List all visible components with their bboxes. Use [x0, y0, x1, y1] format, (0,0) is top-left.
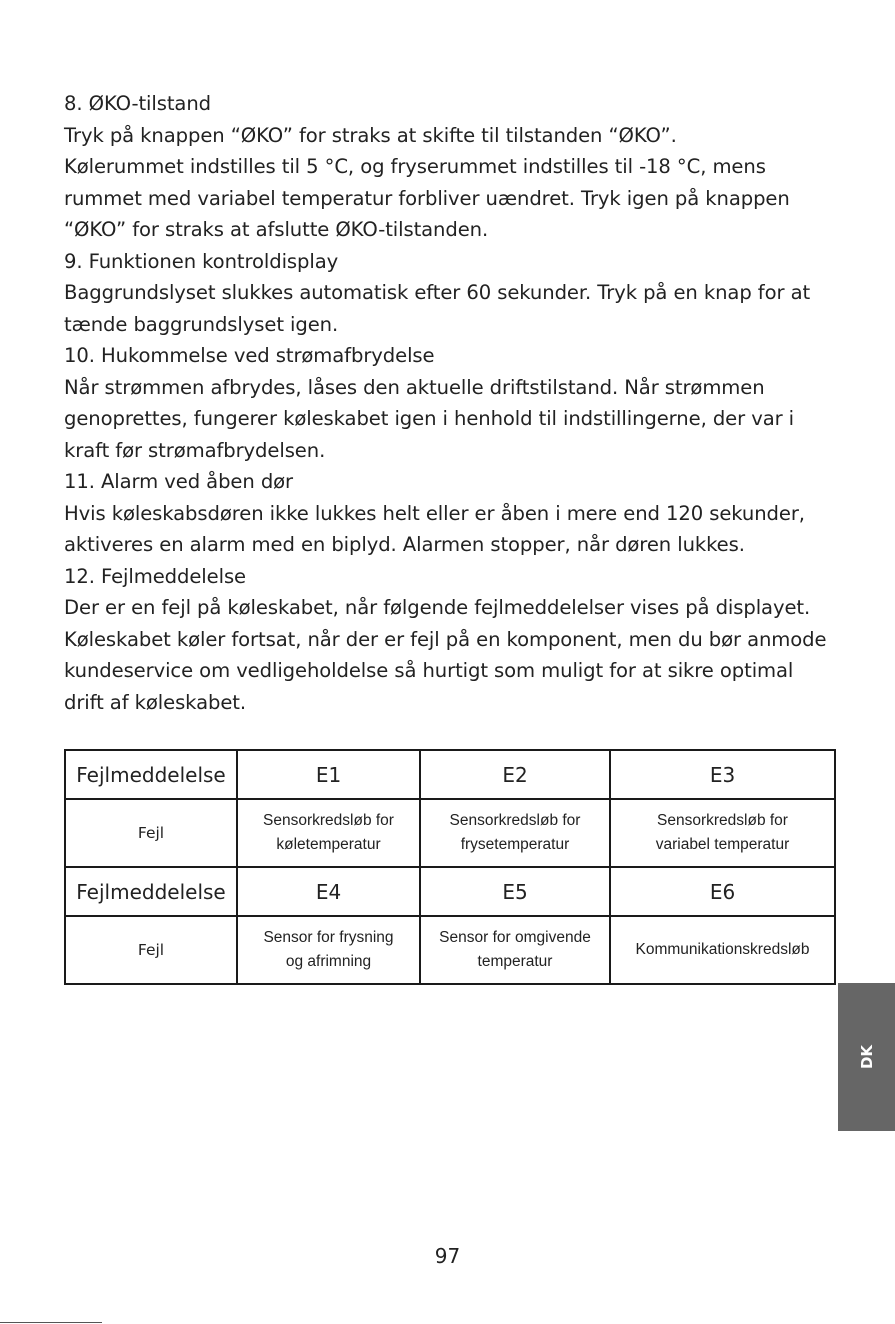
error-description: Sensorkredsløb for variabel temperatur — [610, 799, 835, 867]
page-number: 97 — [434, 1244, 461, 1268]
footer-rule — [0, 1322, 102, 1323]
error-code: E3 — [610, 750, 835, 799]
error-code: E4 — [237, 867, 420, 916]
section-heading: 12. Fejlmeddelelse — [64, 564, 247, 588]
section-body: Baggrundslyset slukkes automatisk efter 60 sekunder. Tryk på en knap for at tænde baggrundslyset igen. — [64, 281, 811, 336]
error-description: Sensor for omgivende temperatur — [420, 916, 610, 984]
error-code: E2 — [420, 750, 610, 799]
section-heading: 10. Hukommelse ved strømafbrydelse — [64, 344, 435, 367]
section-door-alarm — [64, 466, 839, 561]
section-body: Tryk på knappen “ØKO” for straks at skifte til tilstanden “ØKO”. Kølerummet indstilles til 5 °C, og fryserummet indstilles til -18 °C, mens rummet med variabel temperatur forbliver uændret. Tryk igen på knappen “ØKO” for straks at afslutte ØKO-tilstanden. — [64, 123, 790, 241]
section-body: Når strømmen afbrydes, låses den aktuelle driftstilstand. Når strømmen genoprettes, fungerer køleskabet igen i henhold til indstillingerne, der var i kraft før strømafbrydelsen. — [64, 375, 795, 462]
table-row — [65, 867, 835, 916]
error-description: Kommunikationskredsløb — [610, 916, 835, 984]
error-code: E1 — [237, 750, 420, 799]
section-error-message — [64, 561, 839, 719]
error-code: E5 — [420, 867, 610, 916]
row-label: Fejl — [65, 799, 237, 867]
error-description: Sensorkredsløb for køletemperatur — [237, 799, 420, 867]
section-body: Der er en fejl på køleskabet, når følgende fejlmeddelelser vises på displayet. Køleskabet køler fortsat, når der er fejl på en komponent, men du bør anmode kundeservice om vedligeholdelse så hurtigt som muligt for at sikre optimal drift af køleskabet. — [64, 596, 827, 714]
section-control-display — [64, 246, 839, 341]
section-power-memory — [64, 340, 839, 466]
section-body: Hvis køleskabsdøren ikke lukkes helt eller er åben i mere end 120 sekunder, aktiveres en alarm med en biplyd. Alarmen stopper, når døren lukkes. — [64, 501, 805, 556]
error-description: Sensorkredsløb for frysetemperatur — [420, 799, 610, 867]
row-label: Fejl — [65, 916, 237, 984]
table-row — [65, 750, 835, 799]
section-heading: 11. Alarm ved åben dør — [64, 470, 294, 493]
document-body — [64, 88, 839, 718]
language-tab — [838, 983, 895, 1131]
table-row — [65, 916, 835, 984]
error-code-table — [64, 749, 836, 985]
language-tab-label: DK — [857, 1044, 876, 1070]
row-label: Fejlmeddelelse — [65, 750, 237, 799]
section-heading: 9. Funktionen kontroldisplay — [64, 249, 339, 273]
section-heading: 8. ØKO-tilstand — [64, 92, 211, 115]
row-label: Fejlmeddelelse — [65, 867, 237, 916]
section-eco-mode — [64, 88, 839, 246]
table-row — [65, 799, 835, 867]
error-description: Sensor for frysning og afrimning — [237, 916, 420, 984]
error-code: E6 — [610, 867, 835, 916]
